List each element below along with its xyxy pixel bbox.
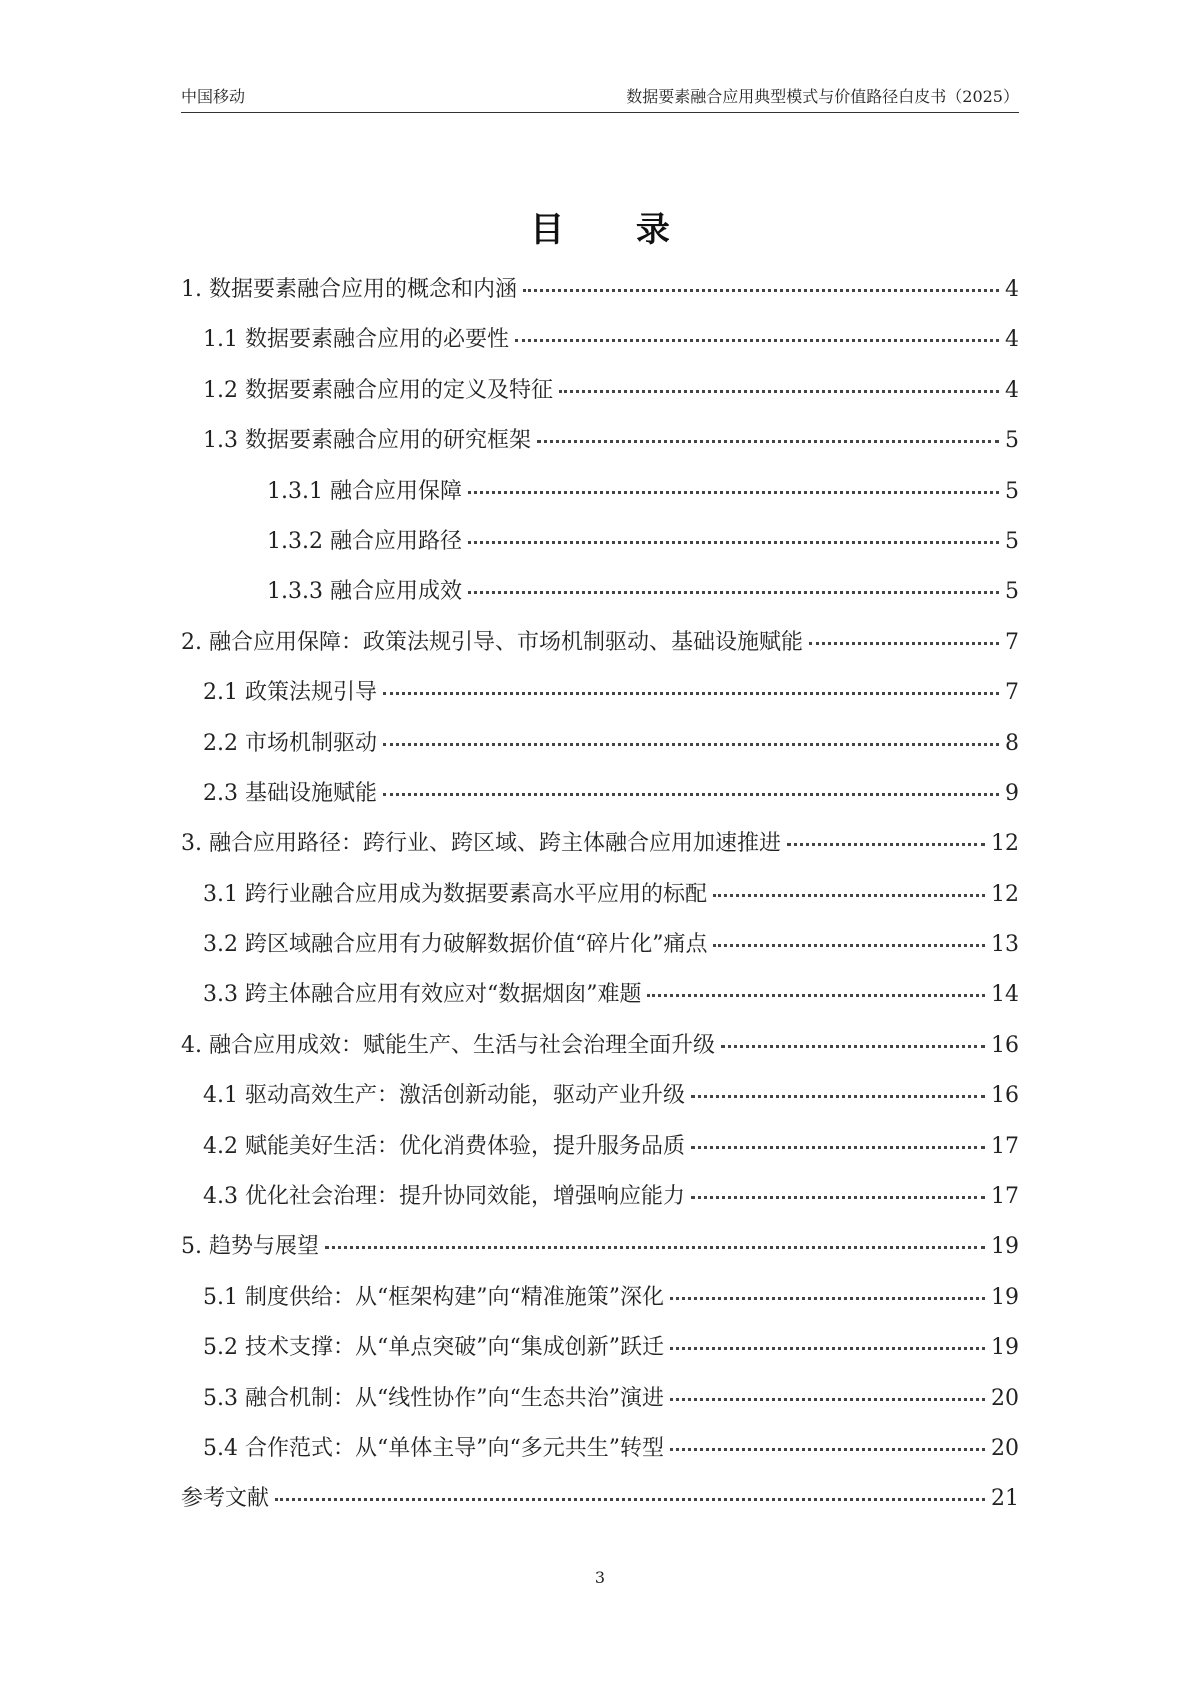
dot-leader: [383, 692, 999, 695]
toc-entry[interactable]: [181, 373, 1019, 423]
toc-entry-number: 1.2: [203, 377, 245, 403]
toc-entry-label: 数据要素融合应用的概念和内涵: [208, 277, 517, 302]
toc-entry-label: 融合应用成效：赋能生产、生活与社会治理全面升级: [208, 1032, 715, 1058]
toc-entry-number: 5.: [181, 1234, 209, 1260]
toc-entry-label: 融合应用路径：跨行业、跨区域、跨主体融合应用加速推进: [208, 831, 781, 857]
toc-entry[interactable]: [181, 776, 1019, 826]
toc-entry-number: 3.3: [203, 982, 245, 1008]
dot-leader: [809, 642, 999, 645]
toc-entry[interactable]: [181, 826, 1019, 876]
toc-entry[interactable]: [181, 524, 1019, 574]
toc-entry-number: 3.: [181, 831, 209, 857]
toc-entry-number: 2.: [181, 629, 209, 655]
dot-leader: [559, 390, 999, 393]
dot-leader: [787, 843, 985, 846]
toc-entry[interactable]: [181, 877, 1019, 927]
toc-entry-label: 数据要素融合应用的研究框架: [244, 428, 531, 454]
toc-entry-label: 驱动高效生产：激活创新动能，驱动产业升级: [244, 1083, 685, 1109]
toc-entry-number: 2.3: [203, 780, 245, 806]
toc-entry[interactable]: [181, 1431, 1019, 1481]
toc-entry-label: 参考文献: [181, 1486, 270, 1512]
toc-title: 目 录: [530, 210, 700, 250]
toc-entry-label: 跨主体融合应用有效应对“数据烟囱”难题: [244, 982, 642, 1008]
dot-leader: [691, 1196, 985, 1199]
toc-entry[interactable]: [181, 927, 1019, 977]
toc-entry-label: 融合应用保障：政策法规引导、市场机制驱动、基础设施赋能: [208, 629, 803, 655]
toc-entry-number: 1.1: [203, 327, 245, 353]
dot-leader: [670, 1347, 985, 1350]
toc-entry[interactable]: [181, 474, 1019, 524]
toc-entry-number: 1.3.1: [267, 478, 330, 504]
toc-entry-label: 跨区域融合应用有力破解数据价值“碎片化”痛点: [244, 932, 708, 958]
page-header: [181, 86, 1019, 113]
dot-leader: [468, 541, 999, 544]
toc-entry[interactable]: [181, 625, 1019, 675]
dot-leader: [670, 1297, 985, 1300]
toc-entry-page: 5: [1005, 428, 1019, 454]
dot-leader: [647, 994, 985, 997]
toc-entry-page: 13: [991, 932, 1019, 958]
toc-entry-number: 1.3: [203, 428, 245, 454]
toc-entry-page: 4: [1005, 327, 1019, 353]
toc-entry[interactable]: [181, 1028, 1019, 1078]
toc-entry[interactable]: [181, 1280, 1019, 1330]
dot-leader: [537, 440, 999, 443]
dot-leader: [383, 793, 999, 796]
page-number: 3: [594, 1568, 606, 1587]
toc-entry[interactable]: [181, 977, 1019, 1027]
toc-entry-page: 5: [1005, 478, 1019, 504]
toc-entry-page: 20: [991, 1435, 1019, 1461]
toc-entry-label: 跨行业融合应用成为数据要素高水平应用的标配: [244, 881, 707, 907]
toc-entry-page: 9: [1005, 780, 1019, 806]
toc-entry-page: 16: [991, 1083, 1019, 1109]
toc-entry[interactable]: [181, 1481, 1019, 1531]
toc-entry-number: 4.1: [203, 1083, 245, 1109]
toc-entry-page: 7: [1005, 680, 1019, 706]
toc-entry[interactable]: [181, 322, 1019, 372]
toc-entry-page: 5: [1005, 579, 1019, 605]
toc-entry-number: 1.3.3: [267, 579, 330, 605]
toc-entry-page: 8: [1005, 730, 1019, 756]
toc-entry-label: 赋能美好生活：优化消费体验，提升服务品质: [244, 1133, 685, 1159]
toc-entry-number: 5.4: [203, 1435, 245, 1461]
dot-leader: [275, 1498, 985, 1501]
toc-entry-label: 技术支撑：从“单点突破”向“集成创新”跃迁: [244, 1335, 664, 1361]
toc-entry-label: 趋势与展望: [208, 1234, 319, 1260]
dot-leader: [468, 591, 999, 594]
dot-leader: [713, 944, 985, 947]
toc-entry-number: 2.1: [203, 680, 245, 706]
toc-entry-number: 1.: [181, 277, 209, 302]
toc-entry-page: 16: [991, 1032, 1019, 1058]
toc-entry-label: 政策法规引导: [244, 680, 377, 706]
toc-entry-number: 4.3: [203, 1184, 245, 1210]
dot-leader: [515, 339, 999, 342]
toc-entry-label: 合作范式：从“单体主导”向“多元共生”转型: [244, 1435, 664, 1461]
toc-entry[interactable]: [181, 1381, 1019, 1431]
toc-entry-page: 7: [1005, 629, 1019, 655]
toc-entry-page: 17: [991, 1184, 1019, 1210]
toc-entry[interactable]: [181, 423, 1019, 473]
dot-leader: [713, 894, 985, 897]
toc-entry[interactable]: [181, 574, 1019, 624]
toc-entry-number: 5.2: [203, 1335, 245, 1361]
toc-entry-page: 17: [991, 1133, 1019, 1159]
toc-entry-page: 21: [991, 1486, 1019, 1512]
dot-leader: [670, 1398, 985, 1401]
toc-entry[interactable]: [181, 726, 1019, 776]
toc-entry[interactable]: [181, 1129, 1019, 1179]
toc-entry-label: 基础设施赋能: [244, 780, 377, 806]
dot-leader: [468, 491, 999, 494]
toc-entry-label: 数据要素融合应用的定义及特征: [244, 377, 553, 403]
toc-entry-page: 5: [1005, 528, 1019, 554]
dot-leader: [691, 1146, 985, 1149]
header-doc-title: 数据要素融合应用典型模式与价值路径白皮书（2025）: [626, 87, 1019, 106]
toc-entry-label: 融合应用保障: [329, 478, 462, 504]
toc-entry-page: 12: [991, 881, 1019, 907]
toc-entry-number: 4.2: [203, 1133, 245, 1159]
toc-entry-page: 19: [991, 1234, 1019, 1260]
toc-entry-page: 4: [1005, 277, 1019, 302]
toc-entry-number: 1.3.2: [267, 528, 330, 554]
toc-entry-page: 20: [991, 1385, 1019, 1411]
toc-entry-label: 制度供给：从“框架构建”向“精准施策”深化: [244, 1284, 664, 1310]
toc-entry[interactable]: [181, 1179, 1019, 1229]
toc-entry[interactable]: [181, 1229, 1019, 1279]
toc-entry-number: 3.2: [203, 932, 245, 958]
dot-leader: [721, 1045, 985, 1048]
toc-entry[interactable]: [181, 1330, 1019, 1380]
toc-entry-number: 4.: [181, 1032, 209, 1058]
table-of-contents: [181, 272, 1019, 1532]
toc-entry-page: 19: [991, 1335, 1019, 1361]
toc-entry-label: 市场机制驱动: [244, 730, 377, 756]
toc-entry-label: 融合机制：从“线性协作”向“生态共治”演进: [244, 1385, 664, 1411]
dot-leader: [691, 1095, 985, 1098]
toc-entry[interactable]: [181, 675, 1019, 725]
toc-entry-page: 4: [1005, 377, 1019, 403]
toc-entry-label: 融合应用路径: [329, 528, 462, 554]
toc-entry-page: 19: [991, 1284, 1019, 1310]
dot-leader: [523, 289, 999, 292]
toc-entry-number: 5.1: [203, 1284, 245, 1310]
toc-entry[interactable]: [181, 272, 1019, 322]
toc-entry-page: 14: [991, 982, 1019, 1008]
toc-entry-label: 融合应用成效: [329, 579, 462, 605]
toc-entry-page: 12: [991, 831, 1019, 857]
dot-leader: [325, 1246, 985, 1249]
toc-entry-label: 数据要素融合应用的必要性: [244, 327, 509, 353]
dot-leader: [670, 1448, 985, 1451]
header-org: 中国移动: [181, 87, 246, 106]
toc-entry-label: 优化社会治理：提升协同效能，增强响应能力: [244, 1184, 685, 1210]
toc-entry[interactable]: [181, 1078, 1019, 1128]
dot-leader: [383, 743, 999, 746]
toc-entry-number: 2.2: [203, 730, 245, 756]
toc-entry-number: 3.1: [203, 881, 245, 907]
toc-entry-number: 5.3: [203, 1385, 245, 1411]
